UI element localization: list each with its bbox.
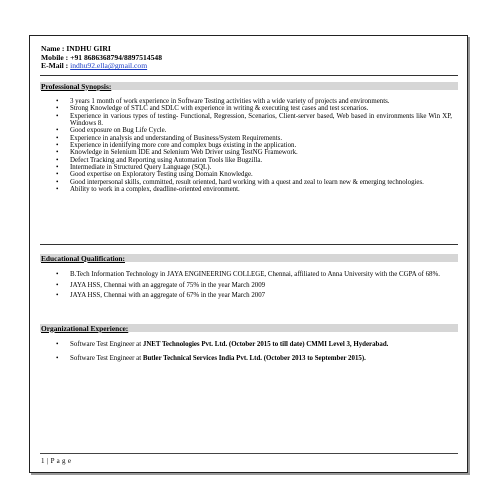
synopsis-item: • Defect Tracking and Reporting using Automation Tools like Bugzilla. <box>62 157 452 164</box>
synopsis-item: • Experience in identifying more core and complex bugs existing in the application. <box>62 142 452 149</box>
job-role: Software Test Engineer at <box>70 341 143 348</box>
education-list <box>62 271 452 303</box>
org-heading-band <box>40 324 458 332</box>
email-label: E-Mail : <box>41 61 69 71</box>
education-item: • B.Tech Information Technology in JAYA ENGINEERING COLLEGE, Chennai, affiliated to Anna University with the CGPA of 68%. <box>62 271 452 278</box>
education-item: • JAYA HSS, Chennai with an aggregate of 75% in the year March 2009 <box>62 282 452 289</box>
synopsis-item: • Good interpersonal skills, committed, result oriented, hard working with a quest and zeal to learn new & emerging technologies. <box>62 179 452 186</box>
education-heading-band <box>40 254 458 262</box>
resume-page <box>29 35 468 473</box>
mobile-value: +91 8686368794/8897514548 <box>70 52 162 62</box>
synopsis-item: • Good exposure on Bug Life Cycle. <box>62 127 452 134</box>
education-item: • JAYA HSS, Chennai with an aggregate of 67% in the year March 2007 <box>62 292 452 299</box>
experience-item <box>62 355 452 362</box>
synopsis-heading: Professional Synopsis: <box>41 81 112 91</box>
org-heading: Organizational Experience: <box>41 323 129 333</box>
synopsis-item: • Experience in various types of testing- Functional, Regression, Scenarios, Client-server based, Web based in environments like Win XP, Windows 8. <box>62 113 452 128</box>
synopsis-list <box>62 98 452 193</box>
synopsis-heading-band <box>40 82 458 90</box>
experience-item <box>62 341 452 348</box>
mobile-label: Mobile : <box>41 52 69 62</box>
job-company-period: JNET Technologies Pvt. Ltd. (October 2015 to till date) CMMI Level 3, Hyderabad. <box>142 341 389 348</box>
synopsis-item: • Strong Knowledge of STLC and SDLC with experience in writing & executing test cases and test scenarios. <box>62 105 452 112</box>
email-link[interactable]: indhu92.ella@gmail.com <box>70 61 148 71</box>
footer-divider <box>40 453 458 454</box>
section-divider <box>40 244 458 245</box>
synopsis-item: • 3 years 1 month of work experience in Software Testing activities with a wide variety of projects and environments. <box>62 98 452 105</box>
email-row <box>41 62 162 71</box>
synopsis-item: • Knowledge in Selenium IDE and Selenium Web Driver using TestNG Framework. <box>62 149 452 156</box>
job-company-period: Butler Technical Services India Pvt. Ltd. (October 2013 to September 2015). <box>142 355 366 363</box>
education-heading: Educational Qualification: <box>41 253 125 263</box>
org-list <box>62 341 452 370</box>
synopsis-item: • Ability to work in a complex, deadline-oriented environment. <box>62 186 452 193</box>
synopsis-item: • Good expertise on Exploratory Testing using Domain Knowledge. <box>62 171 452 178</box>
synopsis-item: • Intermediate in Structured Query Language (SQL). <box>62 164 452 171</box>
contact-header <box>41 45 162 71</box>
header-divider <box>40 75 458 76</box>
page-footer: 1 | P a g e <box>41 457 72 465</box>
job-role: Software Test Engineer at <box>70 355 143 363</box>
synopsis-item: • Experience in analysis and understanding of Business/System Requirements. <box>62 135 452 142</box>
name-value: INDHU GIRI <box>66 44 111 53</box>
name-label: Name : <box>41 44 65 53</box>
